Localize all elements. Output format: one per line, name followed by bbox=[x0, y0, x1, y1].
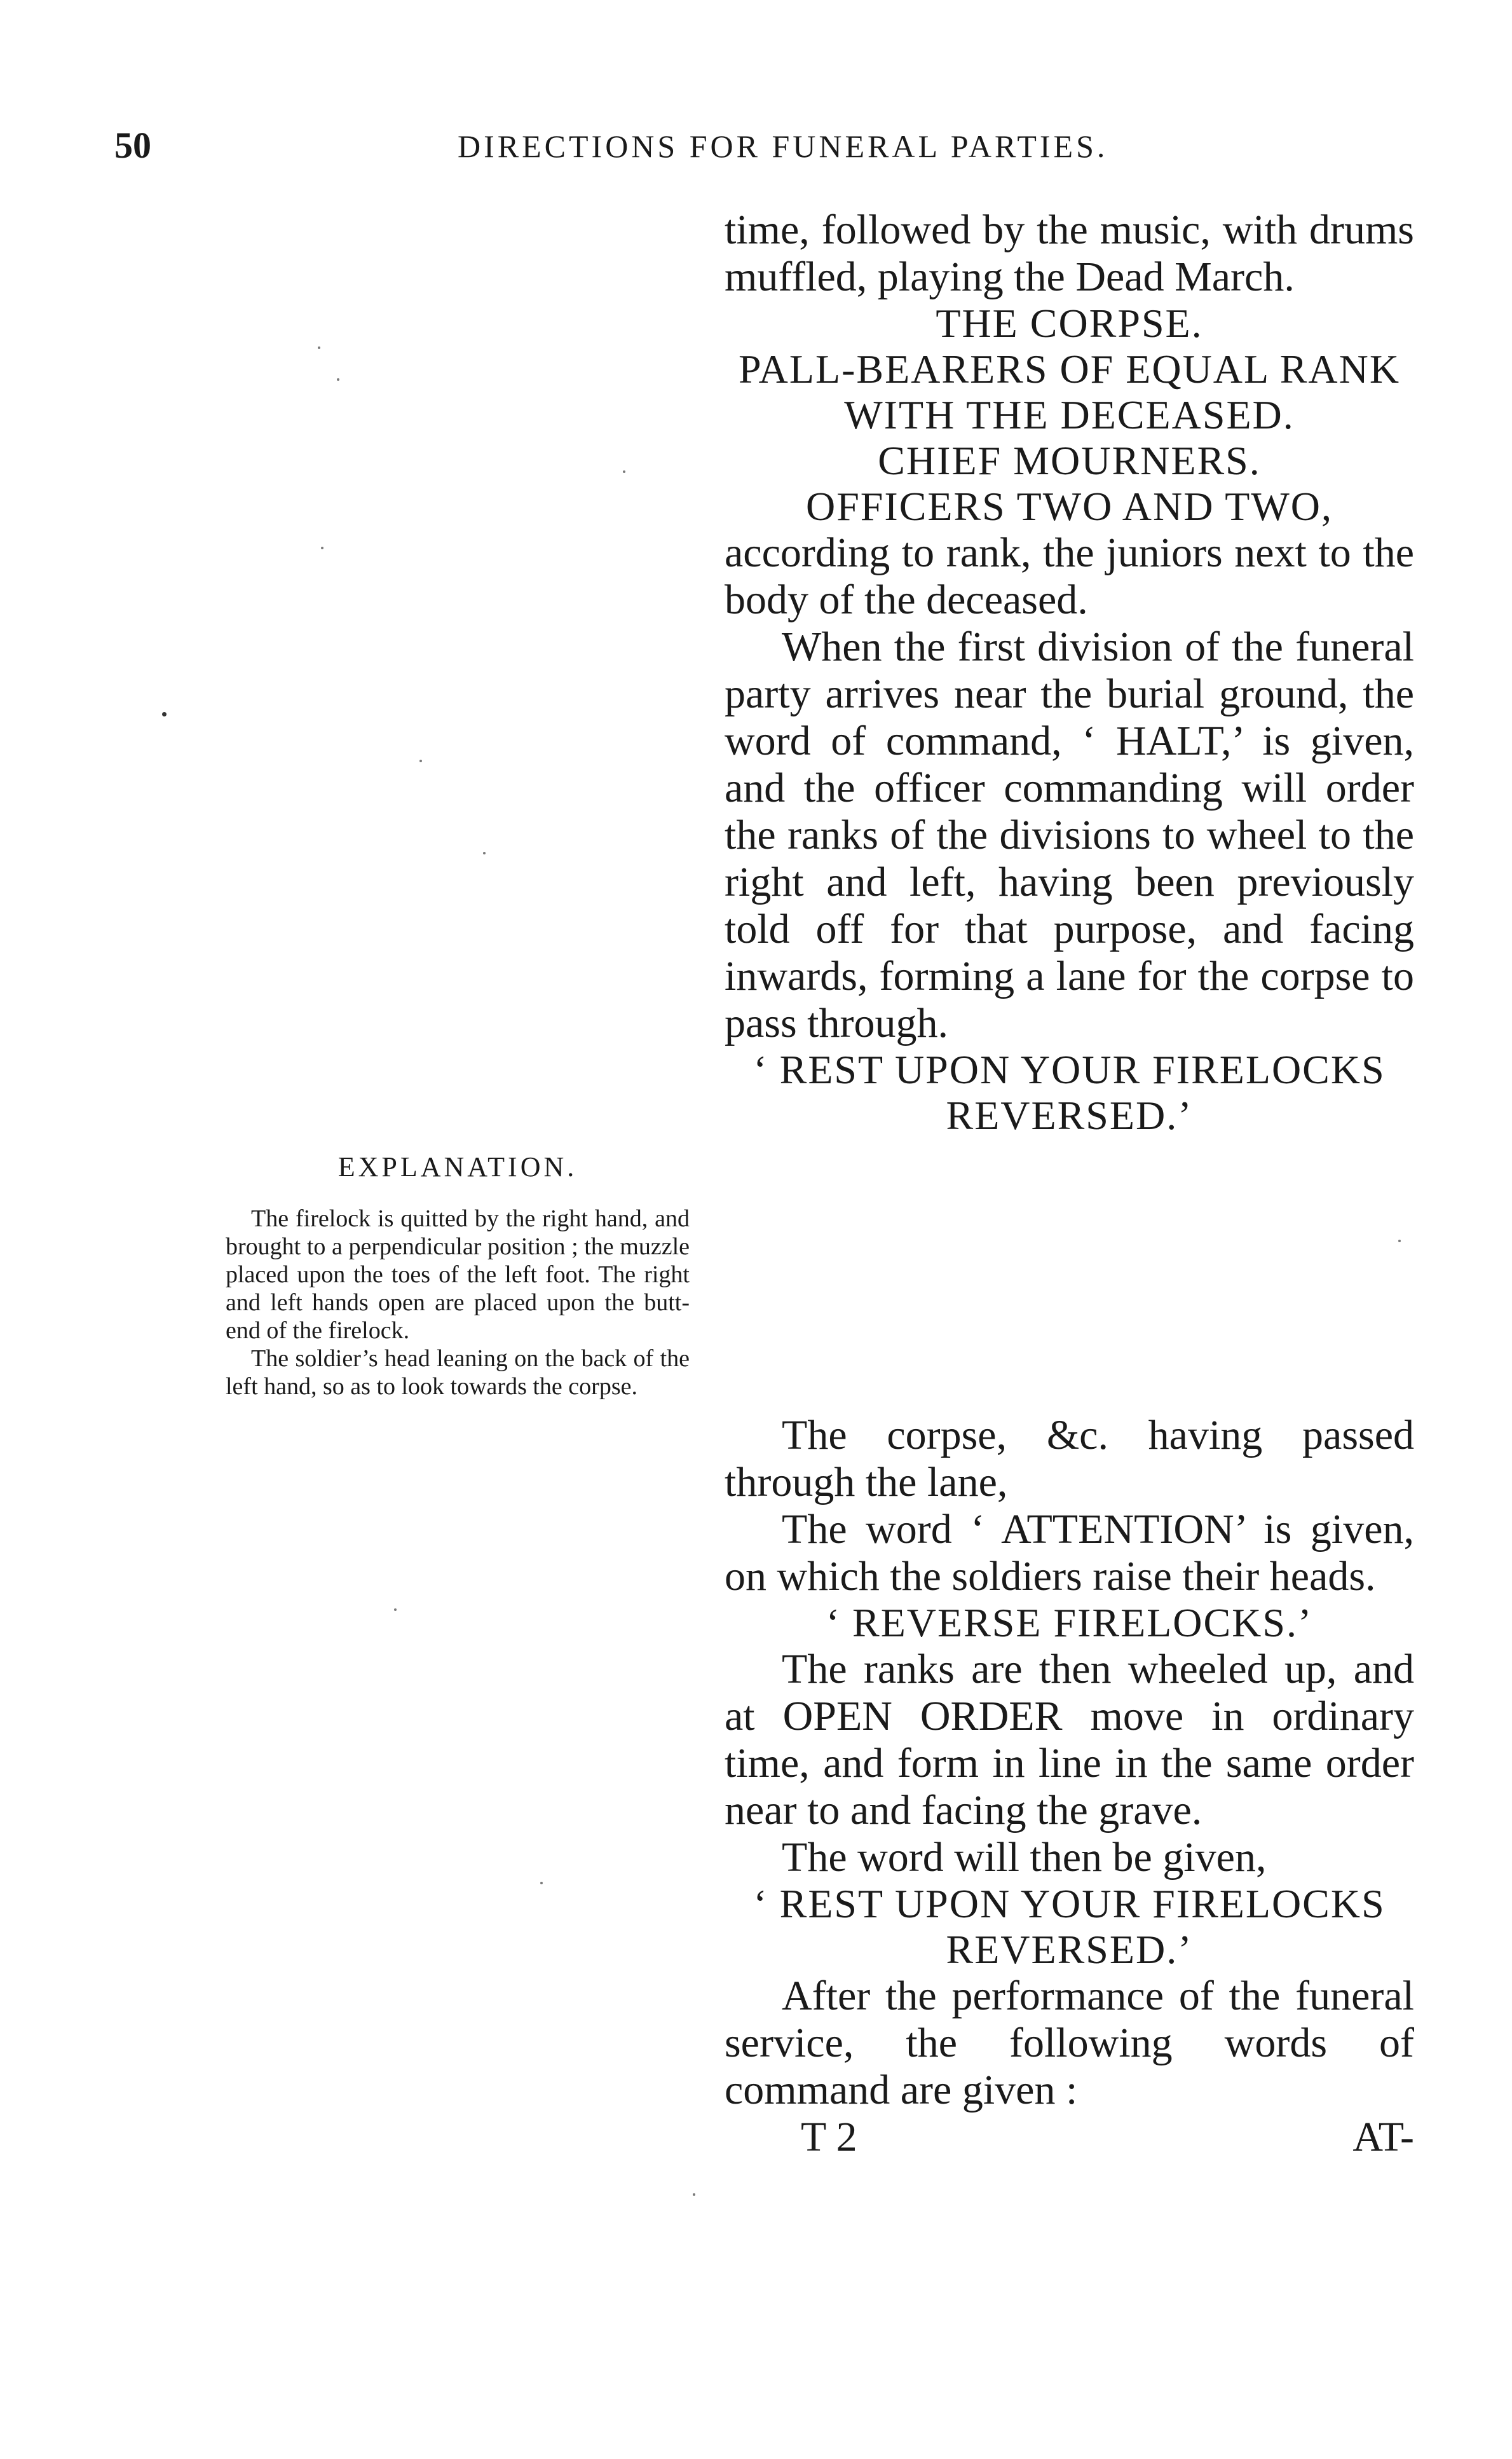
explanation-text: The firelock is quitted by the right hand, and brought to a perpendicular position ; the muzzle placed upon the toes of the left foot. The right and left hands open are placed upon the butt-end of the firelock. bbox=[226, 1205, 690, 1344]
page-footer bbox=[725, 2114, 1414, 2165]
explanation-note bbox=[226, 1151, 690, 1401]
print-speck bbox=[483, 852, 486, 854]
page-number: 50 bbox=[114, 125, 151, 166]
print-speck bbox=[162, 712, 167, 716]
blank-space bbox=[725, 1139, 1414, 1412]
running-title: DIRECTIONS FOR FUNERAL PARTIES. bbox=[458, 128, 1108, 164]
paragraph-rank: according to rank, the juniors next to the body of the deceased. bbox=[725, 530, 1414, 623]
paragraph-word-given: The word will then be given, bbox=[782, 1834, 1267, 1880]
print-speck bbox=[337, 378, 339, 381]
paragraph-ranks-wheeled: The ranks are then wheeled up, and at OPEN ORDER move in ordinary time, and form in line in the same order near to and facing the grave. bbox=[725, 1646, 1414, 1833]
print-speck bbox=[394, 1608, 397, 1611]
print-speck bbox=[540, 1882, 543, 1884]
paragraph-continuation: time, followed by the music, with drums muffled, playing the Dead March. bbox=[725, 207, 1414, 300]
heading-the-corpse: THE CORPSE. bbox=[936, 301, 1203, 346]
catchword: AT- bbox=[1352, 2114, 1414, 2160]
explanation-text-2: The soldier’s head leaning on the back of the left hand, so as to look towards the corpse. bbox=[226, 1345, 690, 1400]
paragraph-attention: The word ‘ ATTENTION’ is given, on which the soldiers raise their heads. bbox=[725, 1506, 1414, 1599]
print-speck bbox=[693, 2193, 695, 2196]
running-head bbox=[114, 124, 1398, 175]
print-speck bbox=[318, 346, 320, 349]
heading-officers: OFFICERS TWO AND TWO, bbox=[805, 484, 1333, 529]
print-speck bbox=[1398, 1240, 1401, 1242]
explanation-title: EXPLANATION. bbox=[337, 1151, 578, 1182]
command-rest-upon-firelocks: ‘ REST UPON YOUR FIRELOCKS REVERSED.’ bbox=[753, 1047, 1386, 1138]
heading-chief-mourners: CHIEF MOURNERS. bbox=[878, 438, 1261, 483]
print-speck bbox=[321, 547, 324, 549]
heading-pall-bearers: PALL-BEARERS OF EQUAL RANK WITH THE DECEASED. bbox=[738, 346, 1401, 437]
command-reverse-firelocks: ‘ REVERSE FIRELOCKS.’ bbox=[826, 1600, 1313, 1645]
paragraph-first-division: When the first division of the funeral party arrives near the burial ground, the word of command, ‘ HALT,’ is given, and the officer commanding will order the ranks of the divisions to wheel to the right and left, having been previously told off for that purpose, and facing inwards, forming a lane for the corpse to pass through. bbox=[725, 624, 1414, 1046]
paragraph-corpse-passed: The corpse, &c. having passed through the lane, bbox=[725, 1412, 1414, 1505]
print-speck bbox=[623, 470, 625, 473]
print-speck bbox=[419, 760, 422, 762]
signature-mark: T 2 bbox=[801, 2114, 857, 2160]
command-rest-upon-firelocks-2: ‘ REST UPON YOUR FIRELOCKS REVERSED.’ bbox=[753, 1881, 1386, 1972]
main-column bbox=[725, 207, 1414, 2165]
paragraph-funeral-service: After the performance of the funeral service, the following words of command are given : bbox=[725, 1973, 1414, 2113]
